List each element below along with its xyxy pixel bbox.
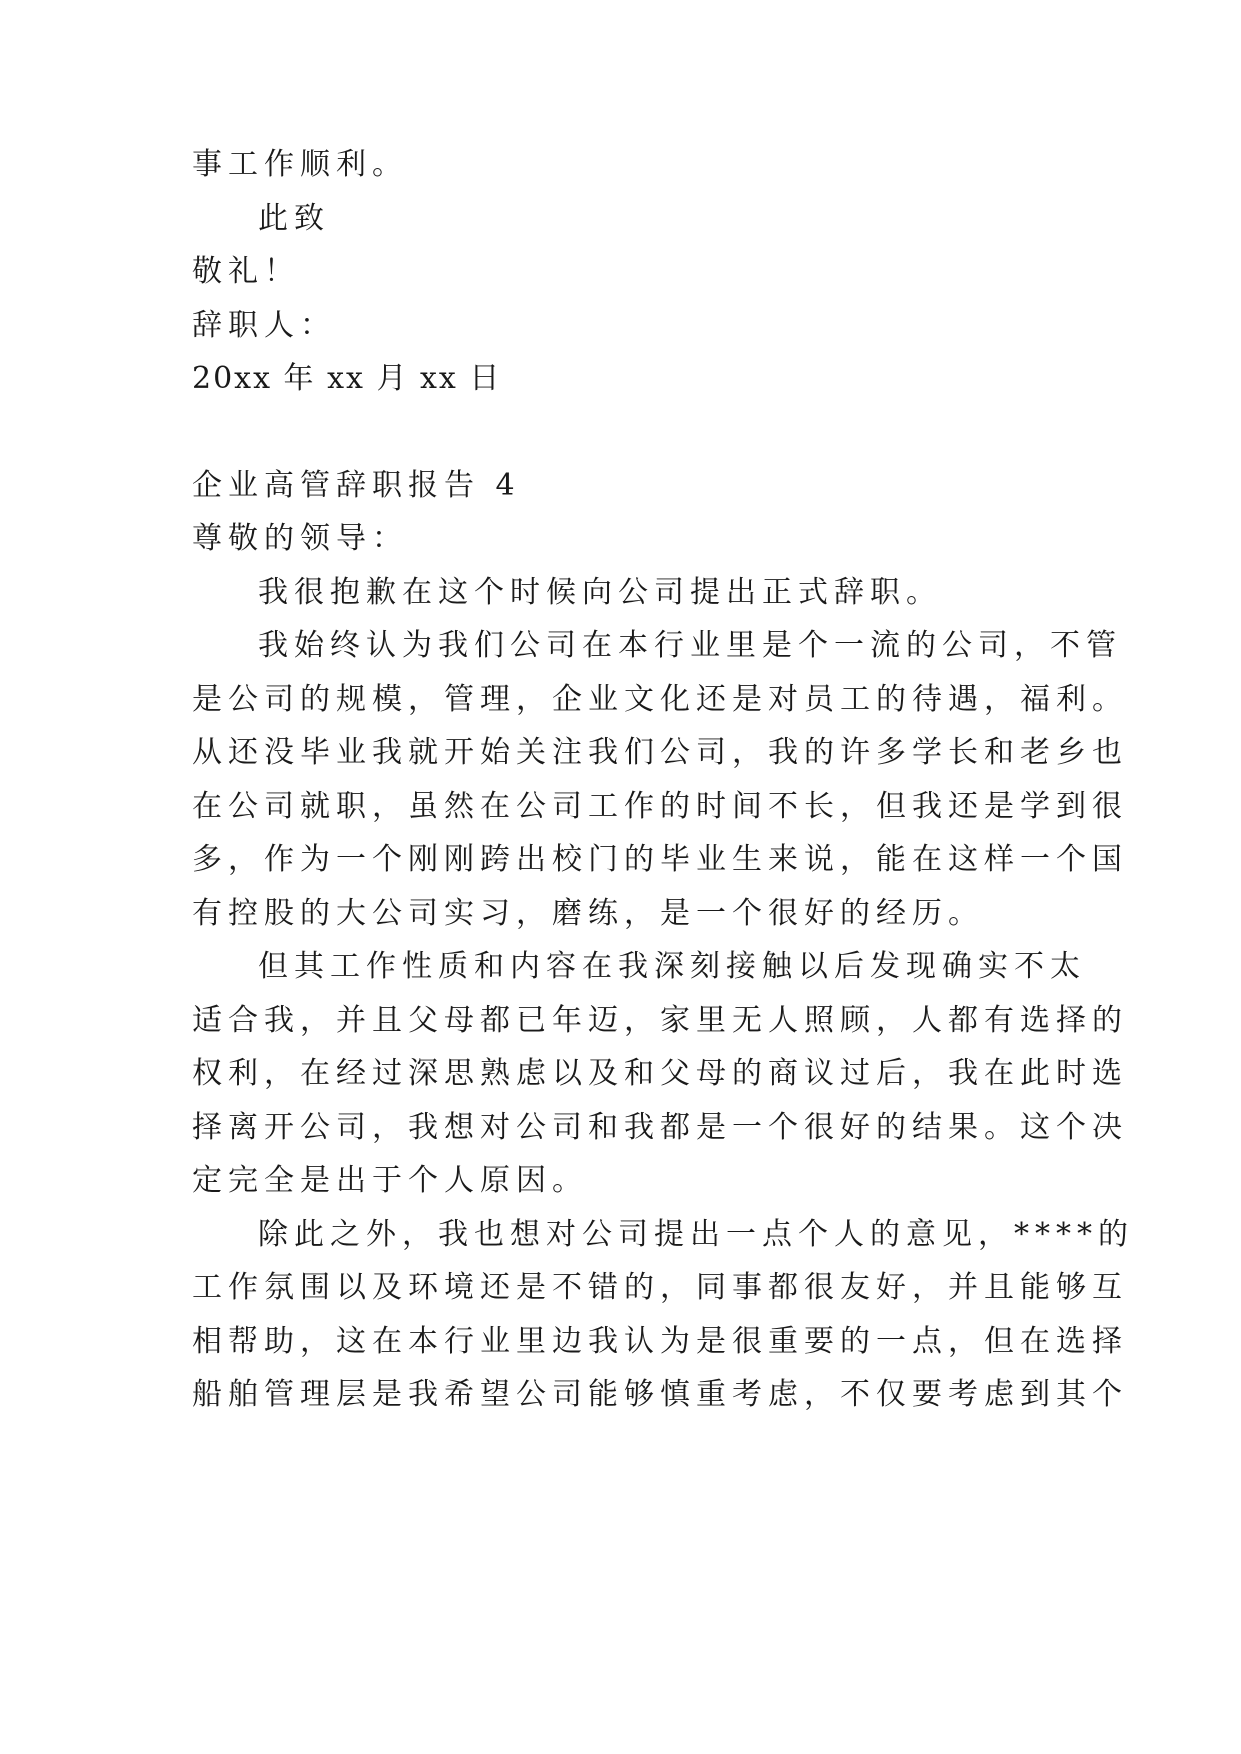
paragraph-line: 但其工作性质和内容在我深刻接触以后发现确实不太 bbox=[258, 949, 1086, 984]
paragraph-line: 我很抱歉在这个时候向公司提出正式辞职。 bbox=[258, 575, 942, 610]
paragraph-line: 择离开公司，我想对公司和我都是一个很好的结果。这个决 bbox=[192, 1110, 1128, 1145]
paragraph-line: 除此之外，我也想对公司提出一点个人的意见，****的 bbox=[258, 1217, 1134, 1252]
paragraph-line: 定完全是出于个人原因。 bbox=[192, 1163, 588, 1198]
section-title: 企业高管辞职报告 4 bbox=[192, 468, 521, 503]
paragraph-line: 工作氛围以及环境还是不错的，同事都很友好，并且能够互 bbox=[192, 1270, 1128, 1305]
text-line-salutation: 敬礼！ bbox=[192, 254, 300, 289]
paragraph-line: 有控股的大公司实习，磨练，是一个很好的经历。 bbox=[192, 896, 984, 931]
paragraph-line: 权利，在经过深思熟虑以及和父母的商议过后，我在此时选 bbox=[192, 1056, 1128, 1091]
paragraph-line: 多，作为一个刚刚跨出校门的毕业生来说，能在这样一个国 bbox=[192, 842, 1128, 877]
text-line-addressee: 尊敬的领导： bbox=[192, 521, 408, 556]
text-line-closing: 此致 bbox=[258, 201, 330, 236]
paragraph-line: 从还没毕业我就开始关注我们公司，我的许多学长和老乡也 bbox=[192, 735, 1128, 770]
text-line-date: 20xx 年 xx 月 xx 日 bbox=[192, 361, 502, 396]
paragraph-line: 是公司的规模，管理，企业文化还是对员工的待遇，福利。 bbox=[192, 682, 1128, 717]
paragraph-line: 在公司就职，虽然在公司工作的时间不长，但我还是学到很 bbox=[192, 789, 1128, 824]
text-line: 事工作顺利。 bbox=[192, 147, 408, 182]
text-line-signer: 辞职人： bbox=[192, 308, 336, 343]
paragraph-line: 我始终认为我们公司在本行业里是个一流的公司，不管 bbox=[258, 628, 1122, 663]
paragraph-line: 适合我，并且父母都已年迈，家里无人照顾，人都有选择的 bbox=[192, 1003, 1128, 1038]
paragraph-line: 相帮助，这在本行业里边我认为是很重要的一点，但在选择 bbox=[192, 1324, 1128, 1359]
paragraph-line: 船舶管理层是我希望公司能够慎重考虑，不仅要考虑到其个 bbox=[192, 1377, 1128, 1412]
